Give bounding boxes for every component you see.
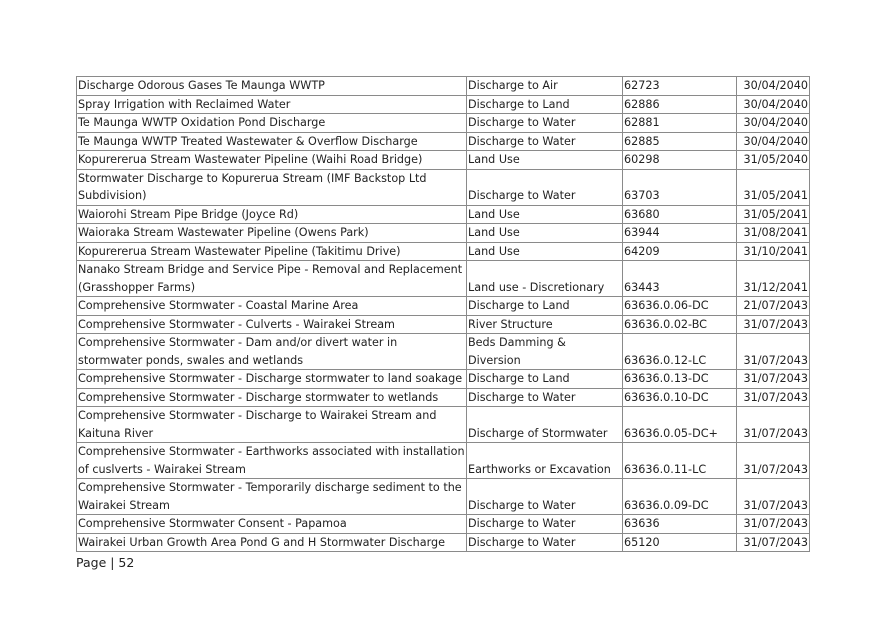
type-cell: Land Use	[467, 151, 623, 170]
table-row	[77, 315, 810, 334]
activity-cell: Te Maunga WWTP Oxidation Pond Discharge	[77, 114, 467, 133]
table-row	[77, 151, 810, 170]
type-cell: Land Use	[467, 242, 623, 261]
type-cell: Discharge to Water	[467, 132, 623, 151]
table-row	[77, 334, 810, 370]
activity-cell: Waiorohi Stream Pipe Bridge (Joyce Rd)	[77, 205, 467, 224]
consent-number-cell: 63636.0.12-LC	[623, 334, 737, 370]
consent-number-cell: 60298	[623, 151, 737, 170]
consent-number-cell: 62886	[623, 95, 737, 114]
consent-number-cell: 62881	[623, 114, 737, 133]
consent-number-cell: 63944	[623, 224, 737, 243]
type-cell: Discharge to Water	[467, 169, 623, 205]
consents-table-body	[77, 77, 810, 552]
activity-cell: Discharge Odorous Gases Te Maunga WWTP	[77, 77, 467, 96]
table-row	[77, 205, 810, 224]
table-row	[77, 224, 810, 243]
type-cell: Land use - Discretionary	[467, 261, 623, 297]
consent-number-cell: 63636.0.06-DC	[623, 297, 737, 316]
activity-cell: Comprehensive Stormwater - Temporarily discharge sediment to the Wairakei Stream	[77, 479, 467, 515]
expiry-date-cell: 30/04/2040	[737, 95, 810, 114]
table-row	[77, 533, 810, 552]
expiry-date-cell: 31/05/2041	[737, 205, 810, 224]
table-row	[77, 242, 810, 261]
expiry-date-cell: 21/07/2043	[737, 297, 810, 316]
consent-number-cell: 63636.0.11-LC	[623, 443, 737, 479]
expiry-date-cell: 31/07/2043	[737, 407, 810, 443]
table-row	[77, 407, 810, 443]
expiry-date-cell: 30/04/2040	[737, 132, 810, 151]
type-cell: River Structure	[467, 315, 623, 334]
activity-cell: Kopurererua Stream Wastewater Pipeline (Waihi Road Bridge)	[77, 151, 467, 170]
activity-cell: Comprehensive Stormwater - Earthworks associated with installation of cuslverts - Wairakei Stream	[77, 443, 467, 479]
expiry-date-cell: 31/07/2043	[737, 388, 810, 407]
expiry-date-cell: 31/10/2041	[737, 242, 810, 261]
consent-number-cell: 63680	[623, 205, 737, 224]
table-row	[77, 95, 810, 114]
expiry-date-cell: 31/07/2043	[737, 533, 810, 552]
table-row	[77, 515, 810, 534]
expiry-date-cell: 31/07/2043	[737, 443, 810, 479]
expiry-date-cell: 30/04/2040	[737, 114, 810, 133]
consent-number-cell: 62723	[623, 77, 737, 96]
type-cell: Discharge to Land	[467, 297, 623, 316]
activity-cell: Spray Irrigation with Reclaimed Water	[77, 95, 467, 114]
type-cell: Land Use	[467, 224, 623, 243]
type-cell: Discharge to Water	[467, 533, 623, 552]
consent-number-cell: 63636.0.09-DC	[623, 479, 737, 515]
expiry-date-cell: 31/12/2041	[737, 261, 810, 297]
type-cell: Discharge of Stormwater	[467, 407, 623, 443]
consent-number-cell: 62885	[623, 132, 737, 151]
table-row	[77, 114, 810, 133]
activity-cell: Comprehensive Stormwater - Culverts - Wairakei Stream	[77, 315, 467, 334]
table-row	[77, 261, 810, 297]
type-cell: Earthworks or Excavation	[467, 443, 623, 479]
type-cell: Discharge to Land	[467, 95, 623, 114]
consent-number-cell: 63636.0.13-DC	[623, 370, 737, 389]
expiry-date-cell: 31/08/2041	[737, 224, 810, 243]
type-cell: Discharge to Water	[467, 114, 623, 133]
expiry-date-cell: 30/04/2040	[737, 77, 810, 96]
type-cell: Discharge to Land	[467, 370, 623, 389]
type-cell: Beds Damming & Diversion	[467, 334, 623, 370]
table-row	[77, 132, 810, 151]
type-cell: Land Use	[467, 205, 623, 224]
expiry-date-cell: 31/07/2043	[737, 334, 810, 370]
table-row	[77, 388, 810, 407]
expiry-date-cell: 31/07/2043	[737, 479, 810, 515]
activity-cell: Comprehensive Stormwater - Discharge to Wairakei Stream and Kaituna River	[77, 407, 467, 443]
table-row	[77, 297, 810, 316]
expiry-date-cell: 31/07/2043	[737, 370, 810, 389]
activity-cell: Comprehensive Stormwater - Discharge stormwater to wetlands	[77, 388, 467, 407]
activity-cell: Comprehensive Stormwater - Coastal Marine Area	[77, 297, 467, 316]
type-cell: Discharge to Water	[467, 388, 623, 407]
consents-table	[76, 76, 810, 552]
activity-cell: Waioraka Stream Wastewater Pipeline (Owens Park)	[77, 224, 467, 243]
table-row	[77, 370, 810, 389]
consent-number-cell: 63636.0.02-BC	[623, 315, 737, 334]
consent-number-cell: 63443	[623, 261, 737, 297]
expiry-date-cell: 31/07/2043	[737, 515, 810, 534]
consent-number-cell: 63703	[623, 169, 737, 205]
activity-cell: Comprehensive Stormwater - Dam and/or divert water in stormwater ponds, swales and wetlands	[77, 334, 467, 370]
activity-cell: Wairakei Urban Growth Area Pond G and H Stormwater Discharge	[77, 533, 467, 552]
consent-number-cell: 63636	[623, 515, 737, 534]
activity-cell: Comprehensive Stormwater Consent - Papamoa	[77, 515, 467, 534]
type-cell: Discharge to Water	[467, 479, 623, 515]
consent-number-cell: 64209	[623, 242, 737, 261]
expiry-date-cell: 31/05/2040	[737, 151, 810, 170]
activity-cell: Comprehensive Stormwater - Discharge stormwater to land soakage	[77, 370, 467, 389]
table-row	[77, 77, 810, 96]
activity-cell: Te Maunga WWTP Treated Wastewater & Overflow Discharge	[77, 132, 467, 151]
table-row	[77, 479, 810, 515]
consent-number-cell: 65120	[623, 533, 737, 552]
expiry-date-cell: 31/05/2041	[737, 169, 810, 205]
type-cell: Discharge to Water	[467, 515, 623, 534]
consent-number-cell: 63636.0.10-DC	[623, 388, 737, 407]
activity-cell: Stormwater Discharge to Kopurerua Stream (IMF Backstop Ltd Subdivision)	[77, 169, 467, 205]
type-cell: Discharge to Air	[467, 77, 623, 96]
table-row	[77, 443, 810, 479]
expiry-date-cell: 31/07/2043	[737, 315, 810, 334]
table-row	[77, 169, 810, 205]
consent-number-cell: 63636.0.05-DC+	[623, 407, 737, 443]
activity-cell: Kopurererua Stream Wastewater Pipeline (Takitimu Drive)	[77, 242, 467, 261]
activity-cell: Nanako Stream Bridge and Service Pipe - Removal and Replacement (Grasshopper Farms)	[77, 261, 467, 297]
page-number-footer: Page | 52	[76, 555, 135, 570]
